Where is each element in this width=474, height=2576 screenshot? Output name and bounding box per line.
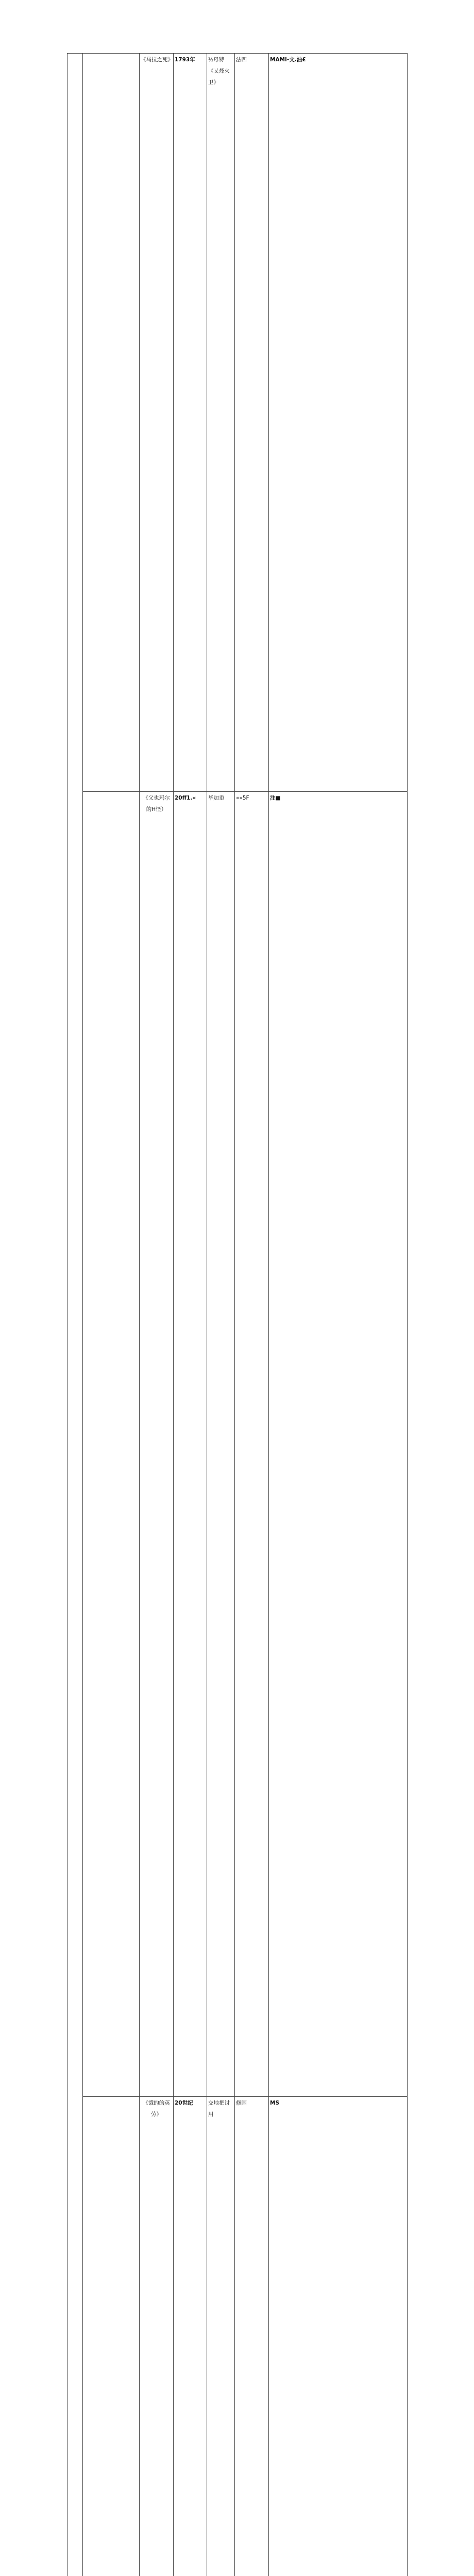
blank-cell (83, 54, 140, 792)
genre-cell-text: MS (270, 2100, 279, 2106)
artwork-name-cell (140, 54, 174, 792)
year-cell-text: 1793年 (175, 57, 195, 63)
year-cell (174, 2097, 207, 2576)
year-cell-text: 20世纪 (175, 2100, 193, 2106)
blank-cell (83, 792, 140, 2097)
artwork-table-body (67, 54, 408, 2576)
table-row (67, 54, 408, 792)
artist-cell (207, 792, 235, 2097)
artist-cell-text: 交地把讨用 (208, 2100, 230, 2117)
category-cell (67, 54, 83, 2576)
country-cell-text: 法四 (236, 57, 247, 63)
country-cell-text: 修国 (236, 2100, 247, 2106)
artwork-name-cell-text: 《马拉之死》 (141, 57, 173, 63)
country-cell (235, 792, 269, 2097)
artwork-name-cell-text: 《饿的的英劳》 (143, 2100, 170, 2117)
artist-cell-text: 毕加重 (208, 795, 225, 801)
artist-cell (207, 54, 235, 792)
genre-cell (269, 54, 408, 792)
artist-cell-text: ½母特 《乂烽火卫》 (208, 57, 230, 86)
artwork-name-cell-text: 《父也玛尔的H怪） (143, 795, 170, 812)
country-cell (235, 54, 269, 792)
genre-cell (269, 792, 408, 2097)
artwork-table (67, 53, 408, 2576)
year-cell-text: 20ff1.« (175, 795, 196, 801)
table-row (67, 792, 408, 2097)
genre-cell-text: 注■ (270, 795, 280, 801)
genre-cell (269, 2097, 408, 2576)
artwork-name-cell (140, 792, 174, 2097)
country-cell-text: ««5F (236, 795, 249, 801)
country-cell (235, 2097, 269, 2576)
blank-cell (83, 2097, 140, 2576)
table-row (67, 2097, 408, 2576)
artwork-name-cell (140, 2097, 174, 2576)
year-cell (174, 54, 207, 792)
year-cell (174, 792, 207, 2097)
genre-cell-text: MAMI-文.油£ (270, 57, 306, 63)
artist-cell (207, 2097, 235, 2576)
